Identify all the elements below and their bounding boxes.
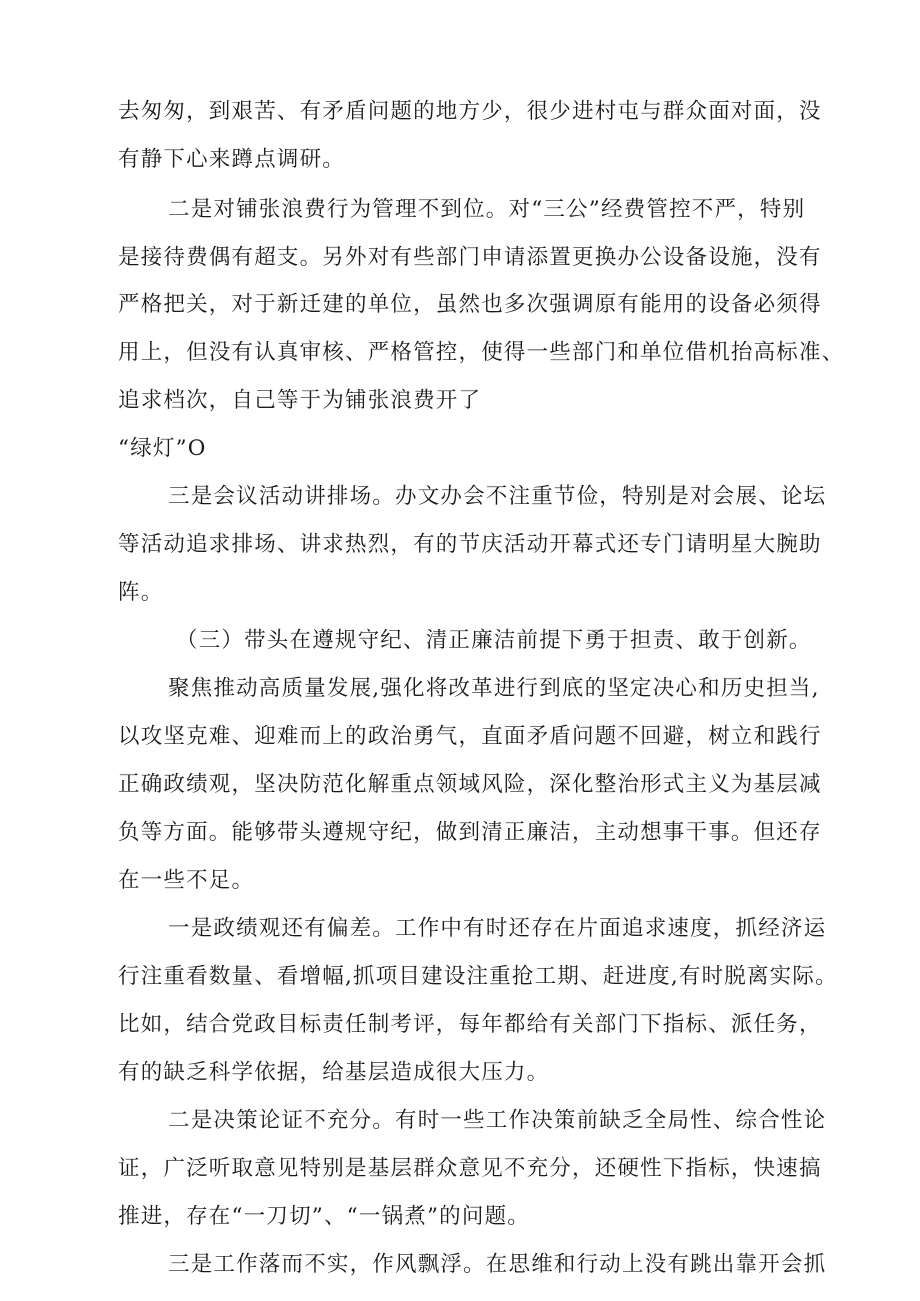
text-line-23: 证，广泛听取意见特别是基层群众意见不充分，还硬性下指标，快速搞	[118, 1156, 822, 1181]
text-line-14: 以攻坚克难、迎难而上的政治勇气，直面矛盾问题不回避，树立和践行	[118, 724, 822, 749]
text-line-8: “绿灯”O	[118, 436, 207, 461]
paragraph-start-line: 一是政绩观还有偏差。工作中有时还存在片面追求速度，抓经济运	[168, 916, 827, 941]
text-line-2: 有静下心来蹲点调研。	[118, 147, 346, 172]
paragraph-start-line: 三是工作落而不实，作风飘浮。在思维和行动上没有跳出靠开会抓	[168, 1252, 827, 1277]
text-line-15: 正确政绩观，坚决防范化解重点领域风险，深化整治形式主义为基层减	[118, 772, 822, 797]
text-line-19: 行注重看数量、看增幅,抓项目建设注重抢工期、赶进度,有时脱离实际。	[118, 964, 838, 989]
paragraph-start-line: 二是对铺张浪费行为管理不到位。对“三公”经费管控不严，特别	[168, 197, 806, 222]
text-line-10: 等活动追求排场、讲求热烈，有的节庆活动开幕式还专门请明星大腕助	[118, 532, 822, 557]
text-line-20: 比如，结合党政目标责任制考评，每年都给有关部门下指标、派任务，	[118, 1012, 822, 1037]
text-line-16: 负等方面。能够带头遵规守纪，做到清正廉洁，主动想事干事。但还存	[118, 820, 822, 845]
text-line-11: 阵。	[118, 580, 164, 605]
paragraph-start-line: 三是会议活动讲排场。办文办会不注重节俭，特别是对会展、论坛	[168, 484, 827, 509]
text-line-24: 推进，存在“一刀切”、“一锅煮”的问题。	[118, 1204, 530, 1229]
text-line-17: 在一些不足。	[118, 868, 255, 893]
text-line-1: 去匆匆，到艰苦、有矛盾问题的地方少，很少进村屯与群众面对面，没	[118, 99, 822, 124]
section-heading: （三）带头在遵规守纪、清正廉洁前提下勇于担责、敢于创新。	[176, 628, 812, 653]
text-line-5: 严格把关，对于新迁建的单位，虽然也多次强调原有能用的设备必须得	[118, 292, 822, 317]
paragraph-start-line: 聚焦推动高质量发展,强化将改革进行到底的坚定决心和历史担当,	[168, 676, 820, 701]
text-line-7: 追求档次，自己等于为铺张浪费开了	[118, 388, 482, 413]
text-line-21: 有的缺乏科学依据，给基层造成很大压力。	[118, 1060, 550, 1085]
paragraph-start-line: 二是决策论证不充分。有时一些工作决策前缺乏全局性、综合性论	[168, 1108, 827, 1133]
text-line-4: 是接待费偶有超支。另外对有些部门申请添置更换办公设备设施，没有	[118, 245, 822, 270]
text-line-6: 用上，但没有认真审核、严格管控，使得一些部门和单位借机抬高标准、	[118, 340, 845, 365]
